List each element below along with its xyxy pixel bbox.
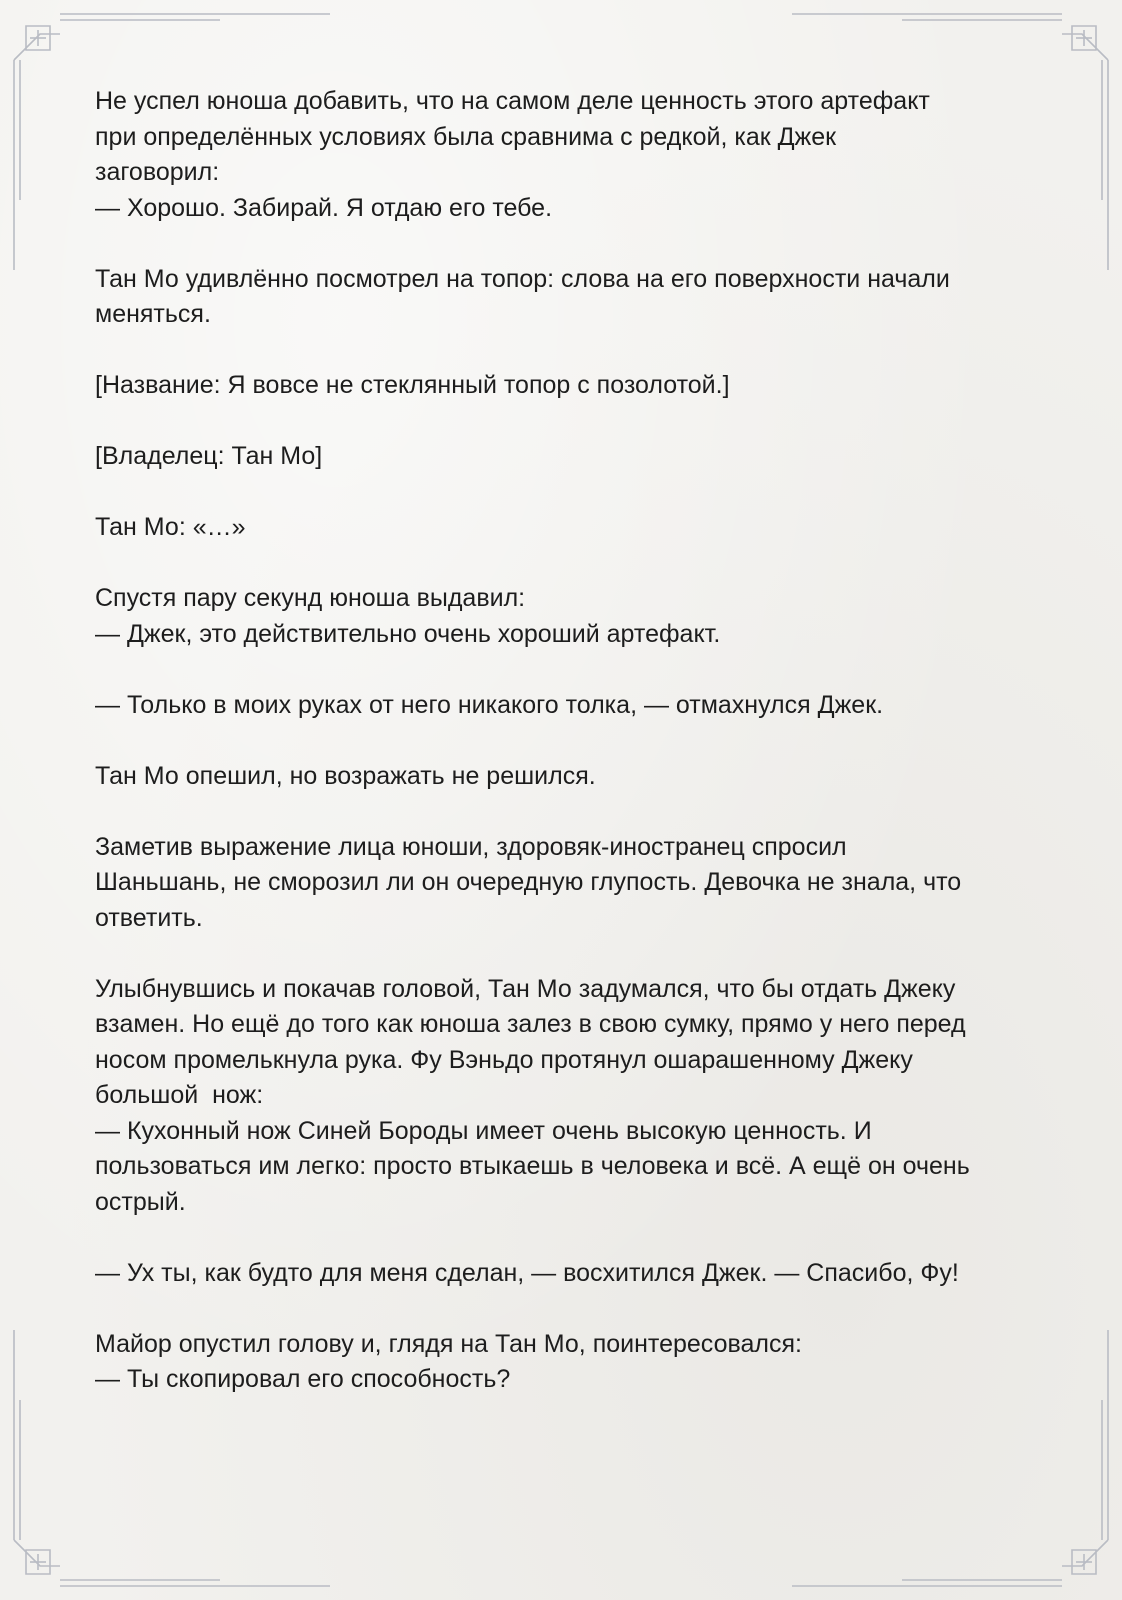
paragraph xyxy=(95,1327,1035,1398)
paragraph xyxy=(95,581,1035,652)
text-line: меняться. xyxy=(95,300,211,328)
text-line: — Ух ты, как будто для меня сделан, — восхитился Джек. — Спасибо, Фу! xyxy=(95,1258,959,1287)
paragraph xyxy=(95,688,1035,724)
text-line: Спустя пару секунд юноша выдавил: xyxy=(95,584,526,612)
text-line: носом промелькнула рука. Фу Вэньдо протянул ошарашенному Джеку xyxy=(95,1045,913,1074)
text-line: большой нож: xyxy=(95,1081,264,1109)
text-line: [Название: Я вовсе не стеклянный топор с позолотой.] xyxy=(95,371,730,399)
text-line: Тан Мо опешил, но возражать не решился. xyxy=(95,761,596,790)
text-line: Тан Мо удивлённо посмотрел на топор: слова на его поверхности начали xyxy=(95,264,950,293)
paragraph xyxy=(95,759,1035,795)
paragraph xyxy=(95,368,1035,404)
text-line: взамен. Но ещё до того как юноша залез в свою сумку, прямо у него перед xyxy=(95,1010,966,1038)
text-line: ответить. xyxy=(95,903,203,932)
text-line: [Владелец: Тан Мо] xyxy=(95,442,323,470)
text-line: Улыбнувшись и покачав головой, Тан Мо задумался, что бы отдать Джеку xyxy=(95,974,956,1003)
text-line: — Джек, это действительно очень хороший артефакт. xyxy=(95,619,721,648)
paragraph xyxy=(95,972,1035,1221)
paragraph xyxy=(95,510,1035,546)
paragraph xyxy=(95,830,1035,937)
paragraph xyxy=(95,1256,1035,1292)
text-line: пользоваться им легко: просто втыкаешь в человека и всё. А ещё он очень xyxy=(95,1152,970,1180)
text-line: — Кухонный нож Синей Бороды имеет очень высокую ценность. И xyxy=(95,1116,872,1145)
text-line: острый. xyxy=(95,1187,186,1216)
text-line: — Только в моих руках от него никакого толка, — отмахнулся Джек. xyxy=(95,690,884,719)
paragraph xyxy=(95,262,1035,333)
text-line: заговорил: xyxy=(95,158,220,186)
text-line: Не успел юноша добавить, что на самом деле ценность этого артефакт xyxy=(95,87,930,115)
text-line: — Хорошо. Забирай. Я отдаю его тебе. xyxy=(95,193,553,222)
document-body xyxy=(95,84,1035,1433)
paragraph xyxy=(95,84,1035,226)
text-line: — Ты скопировал его способность? xyxy=(95,1365,511,1393)
text-line: Шаньшань, не сморозил ли он очередную глупость. Девочка не знала, что xyxy=(95,868,962,896)
text-line: при определённых условиях была сравнима с редкой, как Джек xyxy=(95,122,837,151)
text-line: Майор опустил голову и, глядя на Тан Мо, поинтересовался: xyxy=(95,1329,802,1358)
text-line: Заметив выражение лица юноши, здоровяк-иностранец спросил xyxy=(95,832,847,861)
paragraph xyxy=(95,439,1035,475)
text-line: Тан Мо: «…» xyxy=(95,513,246,541)
